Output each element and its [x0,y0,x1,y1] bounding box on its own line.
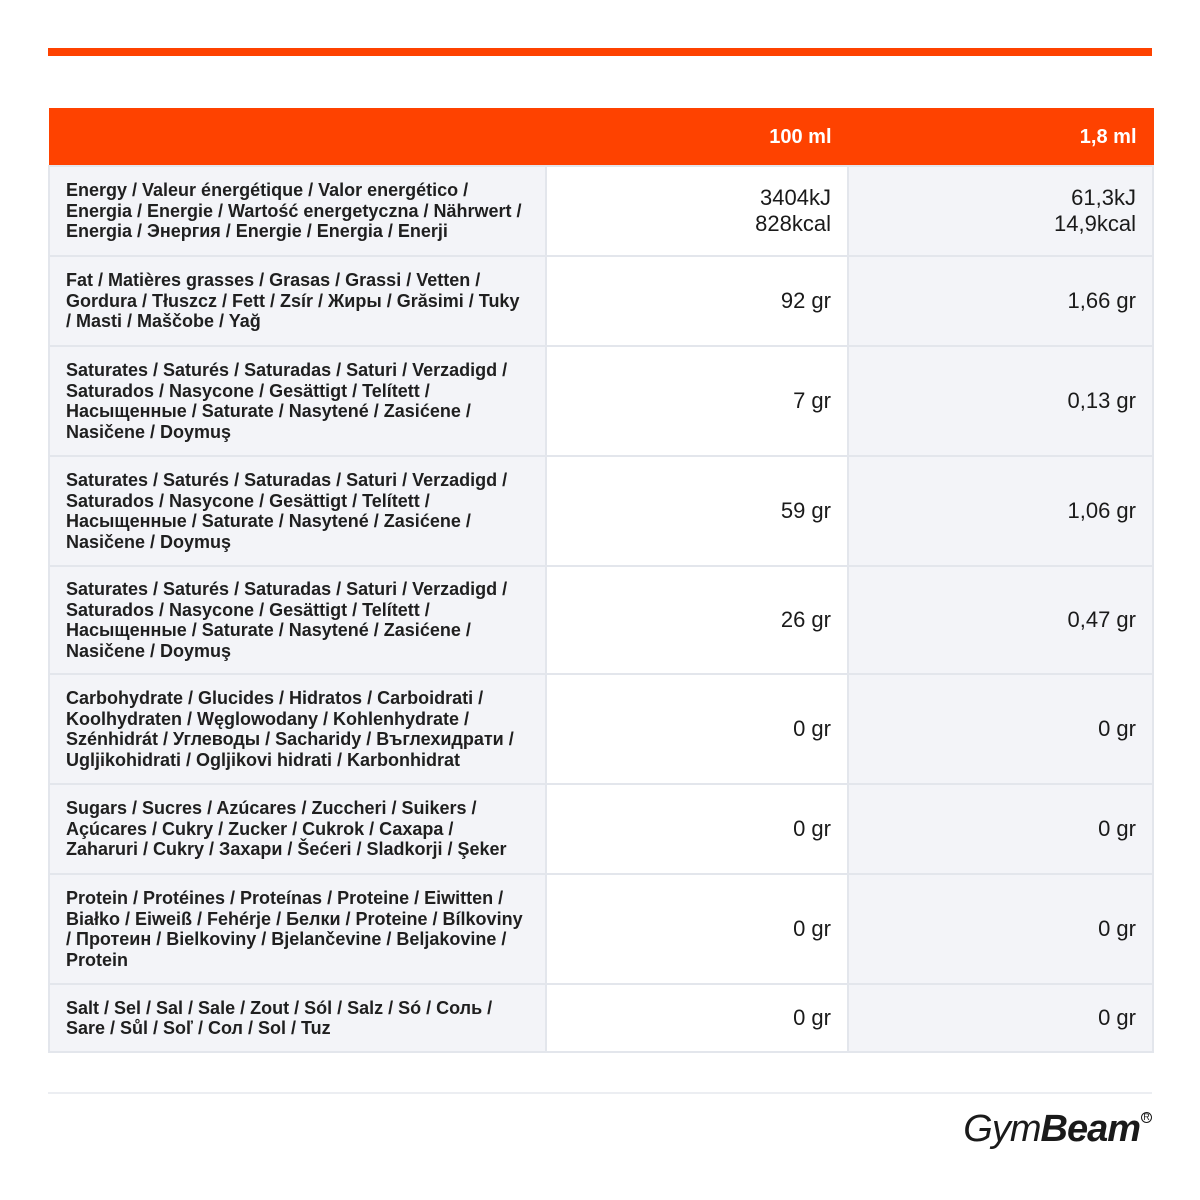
table-row [49,346,1153,456]
value-line: 1,66 gr [1067,288,1136,313]
table-row [49,784,1153,874]
nutrient-name: Saturates / Saturés / Saturadas / Saturi / Verzadigd / Saturados / Nasycone / Gesättigt / Telített / Насыщенные / Saturate / Nasytené / Zasićene / Nasičene / Doymuş [49,566,546,674]
table-row [49,874,1153,984]
value-per-serving [848,256,1153,346]
table-row [49,456,1153,566]
value-per-serving [848,784,1153,874]
value-line: 7 gr [793,388,831,413]
logo-text-gym: Gym [963,1108,1041,1150]
value-per-100ml [546,784,848,874]
value-line: 828kcal [755,211,831,236]
nutrient-name: Saturates / Saturés / Saturadas / Saturi / Verzadigd / Saturados / Nasycone / Gesättigt / Telített / Насыщенные / Saturate / Nasytené / Zasićene / Nasičene / Doymuş [49,346,546,456]
value-line: 92 gr [780,288,831,313]
value-per-100ml [546,456,848,566]
footer-divider [48,1092,1152,1094]
top-accent-bar [48,48,1152,56]
nutrient-name: Fat / Matières grasses / Grasas / Grassi / Vetten / Gordura / Tłuszcz / Fett / Zsír / Жиры / Grăsimi / Tuky / Masti / Maščobe / Yağ [49,256,546,346]
value-per-serving [848,874,1153,984]
logo-text-beam: Beam [1040,1108,1140,1150]
table-row [49,166,1153,256]
value-per-100ml [546,256,848,346]
value-per-100ml [546,984,848,1052]
registered-mark: R [1141,1112,1152,1123]
value-per-serving [848,566,1153,674]
value-per-100ml [546,566,848,674]
value-line: 0 gr [1098,716,1136,741]
value-line: 0 gr [793,816,831,841]
table-row [49,566,1153,674]
gymbeam-logo [963,1108,1152,1156]
value-per-serving [848,456,1153,566]
header-nutrient [49,109,546,167]
nutrient-name: Sugars / Sucres / Azúcares / Zuccheri / Suikers / Açúcares / Cukry / Zucker / Cukrok / Сахара / Zaharuri / Cukry / Захари / Šećeri / Sladkorji / Şeker [49,784,546,874]
value-line: 61,3kJ [1071,185,1136,210]
nutrient-name: Saturates / Saturés / Saturadas / Saturi / Verzadigd / Saturados / Nasycone / Gesättigt / Telített / Насыщенные / Saturate / Nasytené / Zasićene / Nasičene / Doymuş [49,456,546,566]
table-row [49,256,1153,346]
value-line: 14,9kcal [1054,211,1136,236]
value-per-serving [848,674,1153,784]
value-line: 0 gr [1098,1005,1136,1030]
table-body [49,166,1153,1052]
value-line: 0 gr [793,716,831,741]
value-line: 0 gr [793,1005,831,1030]
nutrient-name: Salt / Sel / Sal / Sale / Zout / Sól / Salz / Só / Соль / Sare / Sůl / Soľ / Сол / Sol / Tuz [49,984,546,1052]
value-line: 0 gr [1098,816,1136,841]
value-line: 0,47 gr [1067,607,1136,632]
header-per-100ml: 100 ml [546,109,848,167]
value-per-serving [848,984,1153,1052]
value-line: 1,06 gr [1067,498,1136,523]
value-line: 0,13 gr [1067,388,1136,413]
value-per-100ml [546,346,848,456]
value-per-100ml [546,874,848,984]
value-line: 0 gr [793,916,831,941]
table-row [49,984,1153,1052]
nutrient-name: Energy / Valeur énergétique / Valor energético / Energia / Energie / Wartość energetyczna / Nährwert / Energia / Энергия / Energie / Energia / Enerji [49,166,546,256]
value-per-serving [848,346,1153,456]
value-line: 3404kJ [760,185,831,210]
table-header-row [49,109,1153,167]
value-line: 59 gr [780,498,831,523]
value-per-100ml [546,166,848,256]
nutrient-name: Protein / Protéines / Proteínas / Proteine / Eiwitten / Białko / Eiweiß / Fehérje / Белки / Proteine / Bílkoviny / Протеин / Bielkoviny / Bjelančevine / Beljakovine / Protein [49,874,546,984]
header-per-serving: 1,8 ml [848,109,1153,167]
table-row [49,674,1153,784]
value-line: 26 gr [780,607,831,632]
value-per-serving [848,166,1153,256]
value-per-100ml [546,674,848,784]
value-line: 0 gr [1098,916,1136,941]
nutrition-table [48,108,1154,1053]
nutrient-name: Carbohydrate / Glucides / Hidratos / Carboidrati / Koolhydraten / Węglowodany / Kohlenhydrate / Szénhidrát / Углеводы / Sacharidy / Въглехидрати / Ugljikohidrati / Ogljikovi hidrati / Karbonhidrat [49,674,546,784]
